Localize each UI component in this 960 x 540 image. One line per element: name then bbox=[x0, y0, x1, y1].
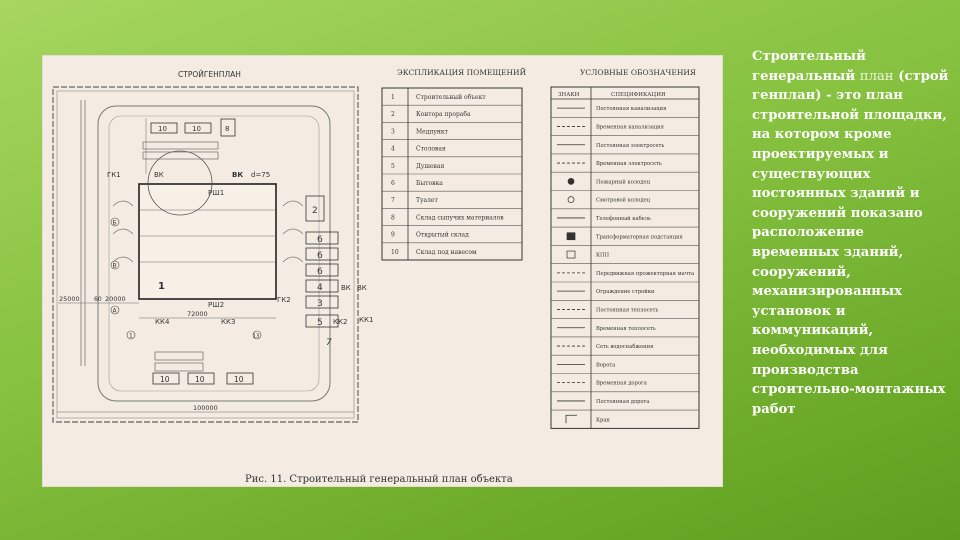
explication-num: 5 bbox=[391, 162, 395, 170]
legend-label: КПП bbox=[596, 252, 610, 259]
legend-symbol bbox=[566, 415, 577, 423]
explication-name: Медпункт bbox=[416, 128, 448, 136]
explication-num: 9 bbox=[391, 231, 395, 239]
building-label: 1 bbox=[158, 281, 165, 292]
legend-symbol bbox=[567, 251, 575, 258]
dim-72000: 72000 bbox=[187, 310, 208, 318]
definition-text bbox=[733, 47, 955, 419]
definition-highlight: план bbox=[859, 68, 894, 84]
explication-num: 6 bbox=[391, 180, 395, 187]
axis-label: А bbox=[112, 307, 117, 315]
label-kk3: КК3 bbox=[221, 318, 236, 326]
dim-100000: 100000 bbox=[193, 404, 218, 412]
shed-6-label: 6 bbox=[317, 251, 323, 261]
storage-10-label: 10 bbox=[234, 375, 244, 384]
explication-num: 7 bbox=[391, 197, 395, 205]
explication-num: 8 bbox=[391, 214, 395, 222]
open-storage-9 bbox=[155, 363, 203, 371]
storage-10-label: 10 bbox=[160, 375, 170, 384]
shower-5-label: 5 bbox=[317, 318, 323, 328]
legend-title: УСЛОВНЫЕ ОБОЗНАЧЕНИЯ bbox=[580, 68, 696, 77]
explication-num: 4 bbox=[391, 145, 395, 153]
figure-caption: Рис. 11. Строительный генеральный план объекта bbox=[245, 474, 513, 485]
label-kk2: КК2 bbox=[333, 318, 348, 326]
explication-name: Склад сыпучих материалов bbox=[416, 214, 504, 222]
legend-label: Временная теплосеть bbox=[596, 325, 656, 332]
label-gk2: ГК2 bbox=[277, 296, 291, 304]
legend-symbol bbox=[567, 233, 575, 240]
legend-label: Передвижная прожекторная мачта bbox=[596, 270, 695, 277]
open-storage-9 bbox=[143, 152, 218, 159]
label-vk: ВК bbox=[154, 171, 164, 179]
explication-title: ЭКСПЛИКАЦИЯ ПОМЕЩЕНИЙ bbox=[397, 68, 527, 77]
explication-name: Открытый склад bbox=[416, 231, 469, 239]
legend-label: Постоянная теплосеть bbox=[596, 307, 659, 314]
label-rsh2: РШ2 bbox=[208, 301, 225, 309]
legend-label: Смотровой колодец bbox=[596, 197, 650, 204]
definition-part: Строительный генеральный bbox=[752, 49, 866, 84]
shed-6-label: 6 bbox=[317, 235, 323, 245]
canteen-4-label: 4 bbox=[317, 283, 323, 293]
medpoint-3-label: 3 bbox=[317, 299, 323, 309]
legend-label: Ворота bbox=[596, 362, 616, 369]
storage-8-label: 8 bbox=[225, 125, 230, 133]
definition-paragraph bbox=[752, 47, 955, 419]
legend-label: Постоянная электросеть bbox=[596, 142, 665, 149]
explication-name: Туалет bbox=[416, 197, 438, 205]
legend-header-spec: СПЕЦИФИКАЦИЯ bbox=[611, 92, 666, 98]
explication-name: Душевая bbox=[416, 162, 445, 170]
construction-plan-figure bbox=[42, 55, 723, 487]
legend-label: Временная электросеть bbox=[596, 161, 662, 168]
explication-table bbox=[382, 88, 522, 260]
legend-symbol bbox=[568, 178, 574, 184]
label-kk4: КК4 bbox=[155, 318, 170, 326]
explication-name: Строительный объект bbox=[416, 94, 486, 101]
label-kk1: КК1 bbox=[359, 316, 374, 324]
legend-label: Пожарный колодец bbox=[596, 179, 650, 186]
storage-10-label: 10 bbox=[158, 125, 167, 133]
storage-10-label: 10 bbox=[192, 125, 201, 133]
legend-label: Постоянная канализация bbox=[596, 106, 667, 113]
explication-num: 10 bbox=[391, 248, 399, 256]
label-rsh1: РШ1 bbox=[208, 189, 225, 197]
plan-title: СТРОЙГЕНПЛАН bbox=[178, 70, 241, 79]
label-gk1: ГК1 bbox=[107, 171, 121, 179]
label-vk: ВК bbox=[232, 171, 244, 179]
legend-header-signs: ЗНАКИ bbox=[558, 92, 580, 98]
plan-drawing bbox=[43, 56, 722, 486]
storage-marks-right bbox=[283, 201, 303, 262]
open-storage-9 bbox=[155, 352, 203, 360]
legend-label: Кран bbox=[596, 417, 610, 424]
dim-25000: 25000 bbox=[59, 295, 80, 303]
legend-symbol bbox=[568, 197, 574, 203]
label-diameter: d=75 bbox=[251, 171, 271, 179]
explication-name: Склад под навесом bbox=[416, 248, 477, 256]
legend-label: Сеть водоснабжения bbox=[596, 344, 654, 351]
legend-label: Временная канализация bbox=[596, 124, 664, 131]
definition-part: (строй генплан) - это план строительной площадки, на котором кроме проектируемых и существующих постоянных зданий и сооружений показано расположение временных зданий, сооружений, механизированных установок и коммуникаций, необходимых для производства строительно-монтажных работ bbox=[752, 68, 949, 417]
legend-table bbox=[551, 87, 699, 428]
legend-label: Постоянная дорога bbox=[596, 398, 650, 405]
axis-label: 1 bbox=[129, 332, 133, 340]
dim-20000: 20000 bbox=[105, 295, 126, 303]
label-vk: ВК bbox=[357, 284, 367, 292]
axis-label: 13 bbox=[252, 333, 260, 340]
explication-num: 2 bbox=[391, 111, 395, 119]
legend-label: Временная дорога bbox=[596, 380, 647, 387]
axis-label: Б bbox=[112, 219, 117, 227]
explication-name: Столовая bbox=[416, 145, 446, 153]
axis-label: В bbox=[112, 262, 117, 270]
legend-label: Ограждение стройки bbox=[596, 289, 655, 296]
explication-name: Контора прораба bbox=[416, 111, 471, 119]
label-vk: ВК bbox=[341, 284, 351, 292]
storage-marks-left bbox=[113, 201, 133, 262]
toilet-7-label: 7 bbox=[326, 338, 332, 348]
office-2-label: 2 bbox=[312, 206, 318, 216]
legend-label: Телефонный кабель bbox=[596, 215, 651, 222]
open-storage-9 bbox=[143, 142, 218, 149]
explication-name: Бытовка bbox=[416, 180, 443, 187]
legend-label: Трансформаторная подстанция bbox=[596, 234, 683, 241]
shed-6-label: 6 bbox=[317, 267, 323, 277]
storage-10-label: 10 bbox=[195, 375, 205, 384]
explication-num: 1 bbox=[391, 94, 395, 101]
dim-60: 60 bbox=[94, 296, 102, 303]
explication-num: 3 bbox=[391, 128, 395, 136]
